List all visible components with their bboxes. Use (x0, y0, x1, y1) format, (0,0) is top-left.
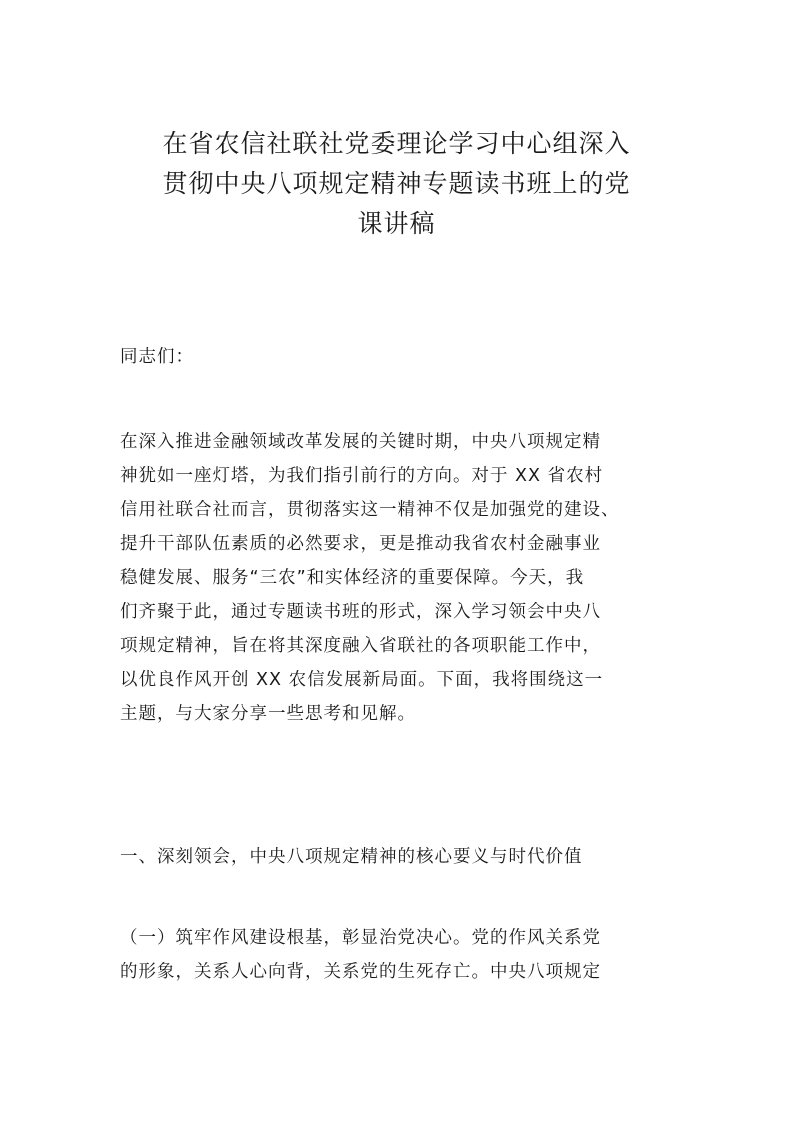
title-line: 贯彻中央八项规定精神专题读书班上的党 (162, 169, 631, 198)
title-line: 课讲稿 (357, 209, 436, 238)
intro-paragraph (120, 425, 680, 731)
document-title (100, 124, 693, 244)
text-line: 的形象，关系人心向背，关系党的生死存亡。中央八项规定 (120, 962, 601, 982)
section-heading: 一、深刻领会，中央八项规定精神的核心要义与时代价值 (120, 847, 583, 867)
text-line: 神犹如一座灯塔，为我们指引前行的方向。对于 XX 省农村 (120, 466, 604, 486)
text-line: 项规定精神，旨在将其深度融入省联社的各项职能工作中， (120, 636, 601, 656)
text-line: 提升干部队伍素质的必然要求，更是推动我省农村金融事业 (120, 534, 601, 554)
text-line: 主题，与大家分享一些思考和见解。 (120, 704, 416, 724)
text-line: 信用社联合社而言，贯彻落实这一精神不仅是加强党的建设、 (120, 500, 620, 520)
text-line: 以优良作风开创 XX 农信发展新局面。下面，我将围绕这一 (120, 670, 604, 690)
text-line: 稳健发展、服务“三农”和实体经济的重要保障。今天，我 (120, 568, 585, 588)
title-line: 在省农信社联社党委理论学习中心组深入 (162, 129, 631, 158)
text-line: 在深入推进金融领域改革发展的关键时期，中央八项规定精 (120, 432, 601, 452)
salutation: 同志们： (120, 347, 194, 367)
text-line: 们齐聚于此，通过专题读书班的形式，深入学习领会中央八 (120, 602, 601, 622)
text-line: （一）筑牢作风建设根基，彰显治党决心。党的作风关系党 (120, 928, 601, 948)
section-paragraph (120, 921, 680, 989)
